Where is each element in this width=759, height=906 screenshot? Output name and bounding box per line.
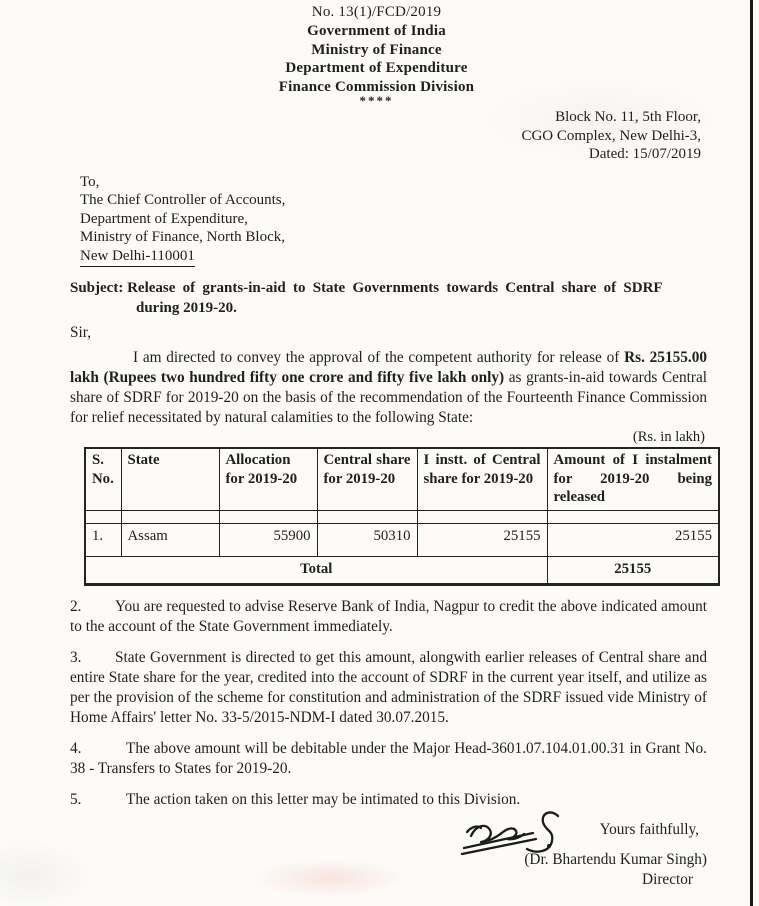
table-total-row	[85, 556, 719, 584]
paragraph-4-text: The above amount will be debitable under the Major Head-3601.07.104.01.00.31 in Grant No. 38 - Transfers to States for 2019-20.	[70, 739, 707, 777]
handwritten-signature-icon	[437, 806, 587, 868]
cell-central-share: 50310	[317, 523, 417, 556]
org-line-department: Department of Expenditure	[285, 60, 468, 76]
signature-block	[70, 820, 707, 890]
reference-number: No. 13(1)/FCD/2019	[311, 4, 442, 20]
total-label-cell: Total	[85, 556, 547, 584]
paragraph-1	[70, 348, 707, 428]
salutation: Sir,	[70, 324, 92, 341]
table-spacer-row	[85, 510, 719, 523]
signatory-title: Director	[642, 870, 693, 888]
paragraph-1-post: as grants-in-aid towards Central share of SDRF for 2019-20 on the basis of the recommendation of the Fourteenth Finance Commission for relief necessitated by natural calamities to the following State:	[70, 369, 707, 426]
cell-amount-released: 25155	[547, 523, 719, 556]
org-line-ministry: Ministry of Finance	[311, 41, 442, 58]
origin-line-complex: CGO Complex, New Delhi-3,	[521, 127, 701, 144]
total-value-cell: 25155	[547, 556, 719, 584]
paragraph-1-amount-bold: Rs. 25155.00 lakh (Rupees two hundred fifty one crore and fifty five lakh only)	[70, 349, 708, 386]
recipient-city-underlined: New Delhi-110001	[80, 247, 195, 268]
paragraph-2	[70, 597, 707, 637]
subject-text-line1: Release of grants-in-aid to State Governments towards Central share of SDRF	[127, 280, 663, 296]
subject-line	[70, 278, 707, 318]
recipient-salutation-to: To,	[80, 173, 100, 190]
letter-date: Dated: 15/07/2019	[588, 146, 701, 162]
col-header-sno: S. No.	[85, 448, 121, 510]
paragraph-2-number: 2.	[70, 597, 82, 615]
paragraph-4-number: 4.	[70, 739, 82, 757]
recipient-ministry: Ministry of Finance, North Block,	[80, 229, 285, 245]
col-header-first-instt: I instt. of Central share for 2019-20	[417, 448, 547, 510]
paragraph-5-text: The action taken on this letter may be intimated to this Division.	[126, 790, 521, 808]
paragraph-3-text: State Government is directed to get this amount, alongwith earlier releases of Central share and entire State share for the year, credited into the account of SDRF in the current year itself, and utilize as per the provision of the scheme for constitution and administration of the SDRF issued vide Ministry of Home Affairs' letter No. 33-5/2015-NDM-I dated 30.07.2015.	[70, 648, 707, 726]
paragraph-3	[70, 648, 707, 728]
paragraph-1-pre: I am directed to convey the approval of the competent authority for release of	[133, 349, 625, 366]
col-header-allocation: Allocation for 2019-20	[219, 448, 317, 510]
paragraph-3-number: 3.	[70, 648, 82, 666]
origin-line-block: Block No. 11, 5th Floor,	[555, 109, 701, 125]
scan-edge-line	[750, 0, 753, 906]
signatory-name: (Dr. Bhartendu Kumar Singh)	[524, 850, 707, 868]
grants-table	[84, 447, 720, 586]
col-header-amount-released: Amount of I instalment for 2019-20 being released	[547, 448, 719, 510]
table-units-note: (Rs. in lakh)	[632, 429, 705, 445]
cell-sno: 1.	[85, 523, 121, 556]
recipient-department: Department of Expenditure,	[80, 210, 248, 227]
paragraph-2-text: You are requested to advise Reserve Bank of India, Nagpur to credit the above indicated amount to the account of the State Government immediately.	[70, 597, 707, 635]
subject-text-line2: during 2019-20.	[136, 300, 237, 316]
cell-state: Assam	[121, 523, 219, 556]
cell-first-instt: 25155	[417, 523, 547, 556]
paragraph-4	[70, 739, 707, 779]
subject-label: Subject:	[70, 280, 124, 296]
table-header-row	[85, 448, 719, 510]
table-row	[85, 523, 719, 556]
paragraph-5	[70, 790, 707, 810]
paragraph-5-number: 5.	[70, 790, 82, 808]
letterhead	[70, 3, 683, 108]
cell-allocation: 55900	[219, 523, 317, 556]
org-line-division: Finance Commission Division	[278, 78, 475, 95]
origin-address-block	[70, 108, 701, 164]
letterhead-separator-stars: ****	[359, 93, 394, 108]
closing-phrase: Yours faithfully,	[599, 820, 699, 838]
recipient-address-block	[80, 173, 707, 268]
recipient-name: The Chief Controller of Accounts,	[80, 192, 286, 208]
col-header-central-share: Central share for 2019-20	[317, 448, 417, 510]
org-line-government: Government of India	[307, 23, 446, 39]
col-header-state: State	[121, 448, 219, 510]
